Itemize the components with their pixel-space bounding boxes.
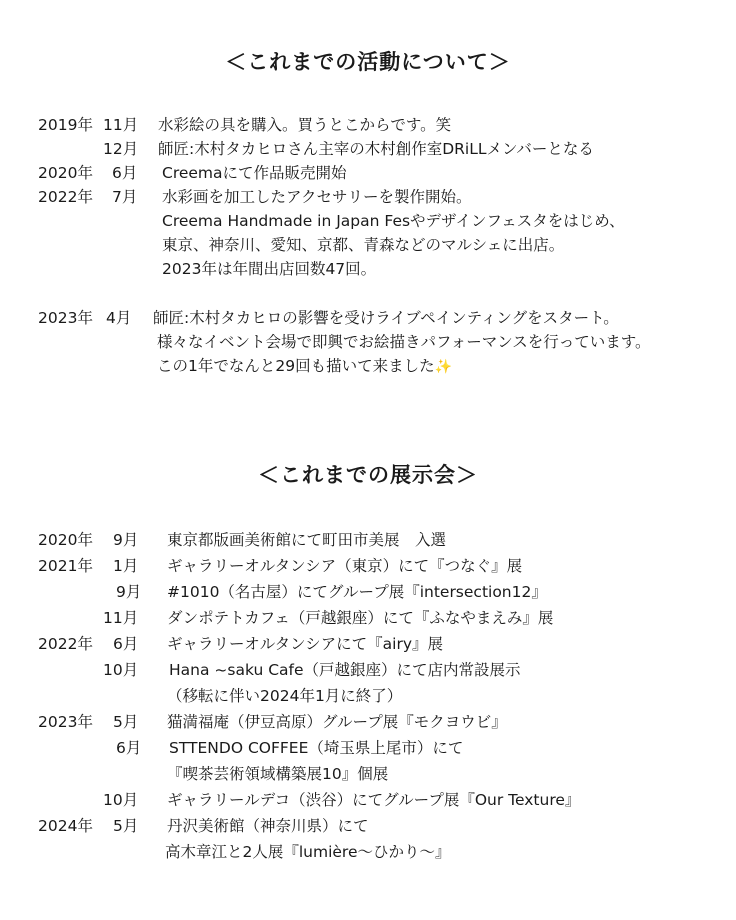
activity-text: 水彩絵の具を購入。買うとこからです。笑: [158, 116, 452, 134]
exhibition-year: 2024年: [38, 817, 93, 835]
activity-year: 2022年: [38, 188, 93, 206]
exhibition-year: 2020年: [38, 531, 93, 549]
exhibition-month: 1月: [113, 557, 139, 575]
exhibition-text: Hana ~saku Cafe（戸越銀座）にて店内常設展示: [169, 661, 521, 679]
exhibition-month: 10月: [103, 661, 139, 679]
activity-text: この1年でなんと29回も描いて来ました: [157, 357, 435, 375]
exhibition-year: 2021年: [38, 557, 93, 575]
exhibition-month: 5月: [113, 713, 139, 731]
exhibition-text: ダンポテトカフェ（戸越銀座）にて『ふなやまえみ』展: [167, 609, 554, 627]
activity-year: 2020年: [38, 164, 93, 182]
activity-text: 様々なイベント会場で即興でお絵描きパフォーマンスを行っています。: [157, 333, 651, 351]
exhibition-text: 高木章江と2人展『lumière〜ひかり〜』: [165, 843, 451, 861]
exhibition-text: STTENDO COFFEE（埼玉県上尾市）にて: [169, 739, 464, 757]
activity-text: Creema Handmade in Japan Fesやデザインフェスタをはじめ、: [162, 212, 625, 230]
exhibition-year: 2023年: [38, 713, 93, 731]
activity-text: Creemaにて作品販売開始: [162, 164, 347, 182]
activities-heading: ＜これまでの活動について＞: [225, 50, 511, 74]
exhibition-text: ギャラリールデコ（渋谷）にてグループ展『Our Texture』: [167, 791, 581, 809]
activity-year: 2023年: [38, 309, 93, 327]
exhibition-text: 東京都版画美術館にて町田市美展 入選: [167, 531, 447, 549]
exhibition-month: 9月: [113, 531, 139, 549]
activity-text-with-emoji: [157, 353, 452, 379]
exhibition-text: 丹沢美術館（神奈川県）にて: [167, 817, 369, 835]
exhibition-month: 6月: [116, 739, 142, 757]
exhibition-month: 6月: [113, 635, 139, 653]
activity-month: 11月: [103, 116, 139, 134]
activity-text: 水彩画を加工したアクセサリーを製作開始。: [162, 188, 472, 206]
exhibition-month: 11月: [103, 609, 139, 627]
activity-text: 2023年は年間出店回数47回。: [162, 260, 377, 278]
exhibition-text: ギャラリーオルタンシアにて『airy』展: [167, 635, 444, 653]
exhibition-text: #1010（名古屋）にてグループ展『intersection12』: [167, 583, 547, 601]
exhibition-month: 5月: [113, 817, 139, 835]
exhibition-text: 猫満福庵（伊豆高原）グループ展『モクヨウビ』: [167, 713, 507, 731]
exhibition-text: ギャラリーオルタンシア（東京）にて『つなぐ』展: [167, 557, 523, 575]
activity-year: 2019年: [38, 116, 93, 134]
activity-text: 東京、神奈川、愛知、京都、青森などのマルシェに出店。: [162, 236, 565, 254]
activity-text: 師匠:木村タカヒロさん主宰の木村創作室DRiLLメンバーとなる: [158, 140, 594, 158]
activity-month: 6月: [112, 164, 138, 182]
exhibition-text: （移転に伴い2024年1月に終了）: [167, 687, 403, 705]
exhibition-text: 『喫茶芸術領域構築展10』個展: [167, 765, 389, 783]
exhibition-month: 9月: [116, 583, 142, 601]
activity-text: 師匠:木村タカヒロの影響を受けライブペインティングをスタート。: [153, 309, 619, 327]
exhibition-month: 10月: [103, 791, 139, 809]
exhibition-year: 2022年: [38, 635, 93, 653]
activity-month: 7月: [112, 188, 138, 206]
activity-month: 4月: [106, 309, 132, 327]
sparkle-icon: ✨: [434, 359, 453, 375]
activity-month: 12月: [103, 140, 139, 158]
exhibitions-heading: ＜これまでの展示会＞: [258, 463, 478, 487]
